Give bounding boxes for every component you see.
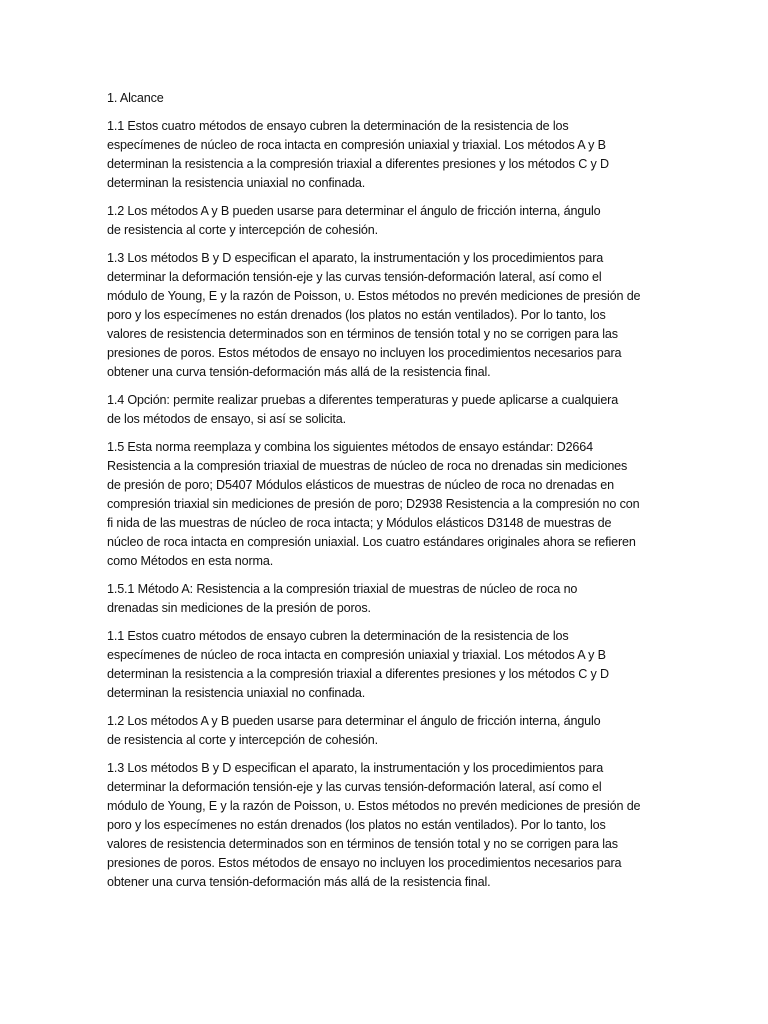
paragraph-line: fi nida de las muestras de núcleo de roca intacta; y Módulos elásticos D3148 de muestras de <box>107 516 612 530</box>
paragraph-line: 1.5.1 Método A: Resistencia a la compresión triaxial de muestras de núcleo de roca no <box>107 582 578 596</box>
paragraph-line: determinan la resistencia a la compresión triaxial a diferentes presiones y los métodos C y D <box>107 667 609 681</box>
paragraph-line: obtener una curva tensión-deformación más allá de la resistencia final. <box>107 875 491 889</box>
paragraph-line: Resistencia a la compresión triaxial de muestras de núcleo de roca no drenadas sin mediciones <box>107 459 628 473</box>
paragraph-line: de resistencia al corte y intercepción de cohesión. <box>107 223 378 237</box>
paragraph-line: de los métodos de ensayo, si así se solicita. <box>107 412 346 426</box>
paragraph-line: módulo de Young, E y la razón de Poisson, υ. Estos métodos no prevén mediciones de presión de <box>107 799 641 813</box>
paragraph <box>107 249 663 382</box>
paragraph-line: 1.3 Los métodos B y D especifican el aparato, la instrumentación y los procedimientos para <box>107 251 604 265</box>
section-heading: 1. Alcance <box>107 91 164 105</box>
paragraph-line: valores de resistencia determinados son en términos de tensión total y no se corrigen para las <box>107 327 618 341</box>
paragraph-line: núcleo de roca intacta en compresión uniaxial. Los cuatro estándares originales ahora se refieren <box>107 535 636 549</box>
paragraph-line: de resistencia al corte y intercepción de cohesión. <box>107 733 378 747</box>
paragraph-line: 1.4 Opción: permite realizar pruebas a diferentes temperaturas y puede aplicarse a cualquiera <box>107 393 619 407</box>
paragraph-line: especímenes de núcleo de roca intacta en compresión uniaxial y triaxial. Los métodos A y B <box>107 648 606 662</box>
paragraph-line: determinan la resistencia a la compresión triaxial a diferentes presiones y los métodos C y D <box>107 157 609 171</box>
paragraph-line: módulo de Young, E y la razón de Poisson, υ. Estos métodos no prevén mediciones de presión de <box>107 289 641 303</box>
paragraph-line: determinan la resistencia uniaxial no confinada. <box>107 686 366 700</box>
paragraph-line: drenadas sin mediciones de la presión de poros. <box>107 601 371 615</box>
paragraph-line: 1.5 Esta norma reemplaza y combina los siguientes métodos de ensayo estándar: D2664 <box>107 440 593 454</box>
paragraph-line: 1.2 Los métodos A y B pueden usarse para determinar el ángulo de fricción interna, ángulo <box>107 204 601 218</box>
paragraph-line: especímenes de núcleo de roca intacta en compresión uniaxial y triaxial. Los métodos A y B <box>107 138 606 152</box>
paragraph-line: 1.1 Estos cuatro métodos de ensayo cubren la determinación de la resistencia de los <box>107 629 569 643</box>
paragraph-line: 1.3 Los métodos B y D especifican el aparato, la instrumentación y los procedimientos para <box>107 761 604 775</box>
paragraph-line: 1.2 Los métodos A y B pueden usarse para determinar el ángulo de fricción interna, ángulo <box>107 714 601 728</box>
document-body <box>107 89 663 901</box>
paragraph-line: poro y los especímenes no están drenados (los platos no están ventilados). Por lo tanto, los <box>107 818 606 832</box>
paragraph-line: de presión de poro; D5407 Módulos elásticos de muestras de núcleo de roca no drenadas en <box>107 478 614 492</box>
paragraph-line: 1.1 Estos cuatro métodos de ensayo cubren la determinación de la resistencia de los <box>107 119 569 133</box>
paragraph-line: determinan la resistencia uniaxial no confinada. <box>107 176 366 190</box>
paragraph-line: obtener una curva tensión-deformación más allá de la resistencia final. <box>107 365 491 379</box>
paragraph <box>107 580 663 618</box>
paragraph <box>107 202 663 240</box>
paragraph <box>107 117 663 193</box>
paragraph-line: presiones de poros. Estos métodos de ensayo no incluyen los procedimientos necesarios para <box>107 346 622 360</box>
paragraph-line: poro y los especímenes no están drenados (los platos no están ventilados). Por lo tanto, los <box>107 308 606 322</box>
paragraph-line: compresión triaxial sin mediciones de presión de poro; D2938 Resistencia a la compresión no con <box>107 497 640 511</box>
paragraph-line: valores de resistencia determinados son en términos de tensión total y no se corrigen para las <box>107 837 618 851</box>
paragraph <box>107 627 663 703</box>
paragraph-line: presiones de poros. Estos métodos de ensayo no incluyen los procedimientos necesarios para <box>107 856 622 870</box>
paragraph <box>107 438 663 571</box>
paragraph-line: determinar la deformación tensión-eje y las curvas tensión-deformación lateral, así como el <box>107 780 602 794</box>
paragraph <box>107 712 663 750</box>
paragraph-list <box>107 117 663 892</box>
paragraph-line: como Métodos en esta norma. <box>107 554 274 568</box>
paragraph <box>107 391 663 429</box>
paragraph-line: determinar la deformación tensión-eje y las curvas tensión-deformación lateral, así como el <box>107 270 602 284</box>
paragraph <box>107 759 663 892</box>
